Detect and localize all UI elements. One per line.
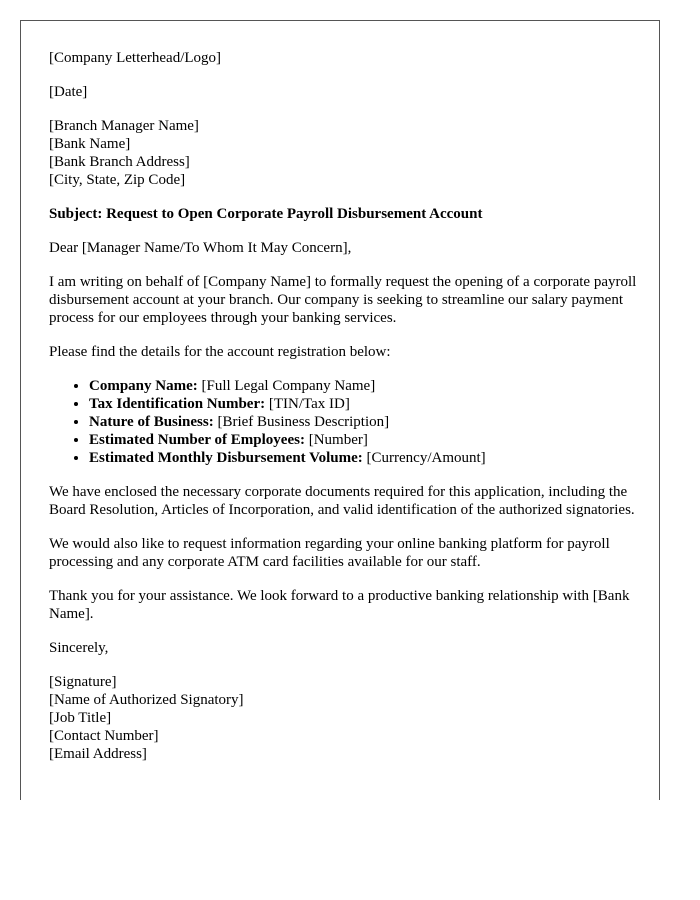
details-value: [TIN/Tax ID] — [265, 396, 350, 412]
signatory-name: [Name of Authorized Signatory] — [49, 692, 244, 708]
request-paragraph: We would also like to request information regarding your online banking platform for payroll processing and any corporate ATM card facilities available for our staff. — [49, 536, 610, 570]
details-label: Nature of Business: — [89, 414, 214, 430]
signatory-job-title: [Job Title] — [49, 710, 112, 726]
details-item-employee-count — [89, 431, 639, 449]
signature-block — [49, 673, 639, 763]
recipient-bank-name: [Bank Name] — [49, 136, 131, 152]
details-value: [Full Legal Company Name] — [197, 378, 376, 394]
documents-paragraph: We have enclosed the necessary corporate documents required for this application, including the Board Resolution, Articles of Incorporation, and valid identification of the authorized signatories. — [49, 484, 635, 518]
details-intro: Please find the details for the account registration below: — [49, 344, 391, 360]
signatory-contact-number: [Contact Number] — [49, 728, 159, 744]
signature-placeholder: [Signature] — [49, 674, 117, 690]
letter-date: [Date] — [49, 84, 88, 100]
details-value: [Number] — [304, 432, 368, 448]
details-value: [Brief Business Description] — [213, 414, 390, 430]
details-label: Tax Identification Number: — [89, 396, 266, 412]
letter-page — [20, 20, 660, 800]
details-value: [Currency/Amount] — [362, 450, 486, 466]
details-item-disbursement-volume — [89, 449, 639, 467]
details-item-nature-of-business — [89, 413, 639, 431]
details-label: Estimated Number of Employees: — [89, 432, 305, 448]
recipient-branch-address: [Bank Branch Address] — [49, 154, 190, 170]
signatory-email-address: [Email Address] — [49, 746, 147, 762]
recipient-address-block — [49, 117, 639, 189]
letter-content — [49, 49, 639, 779]
recipient-city-state-zip: [City, State, Zip Code] — [49, 172, 186, 188]
thanks-paragraph: Thank you for your assistance. We look forward to a productive banking relationship with [Bank Name]. — [49, 588, 630, 622]
intro-paragraph: I am writing on behalf of [Company Name] to formally request the opening of a corporate payroll disbursement account at your branch. Our company is seeking to streamline our salary payment process for our employees through your banking services. — [49, 274, 637, 326]
subject-line: Subject: Request to Open Corporate Payroll Disbursement Account — [49, 206, 483, 222]
closing: Sincerely, — [49, 640, 109, 656]
letterhead: [Company Letterhead/Logo] — [49, 50, 222, 66]
details-list — [49, 377, 639, 467]
salutation: Dear [Manager Name/To Whom It May Concern], — [49, 240, 352, 256]
details-item-tax-id — [89, 395, 639, 413]
details-item-company-name — [89, 377, 639, 395]
details-label: Estimated Monthly Disbursement Volume: — [89, 450, 363, 466]
recipient-manager-name: [Branch Manager Name] — [49, 118, 199, 134]
details-label: Company Name: — [89, 378, 198, 394]
